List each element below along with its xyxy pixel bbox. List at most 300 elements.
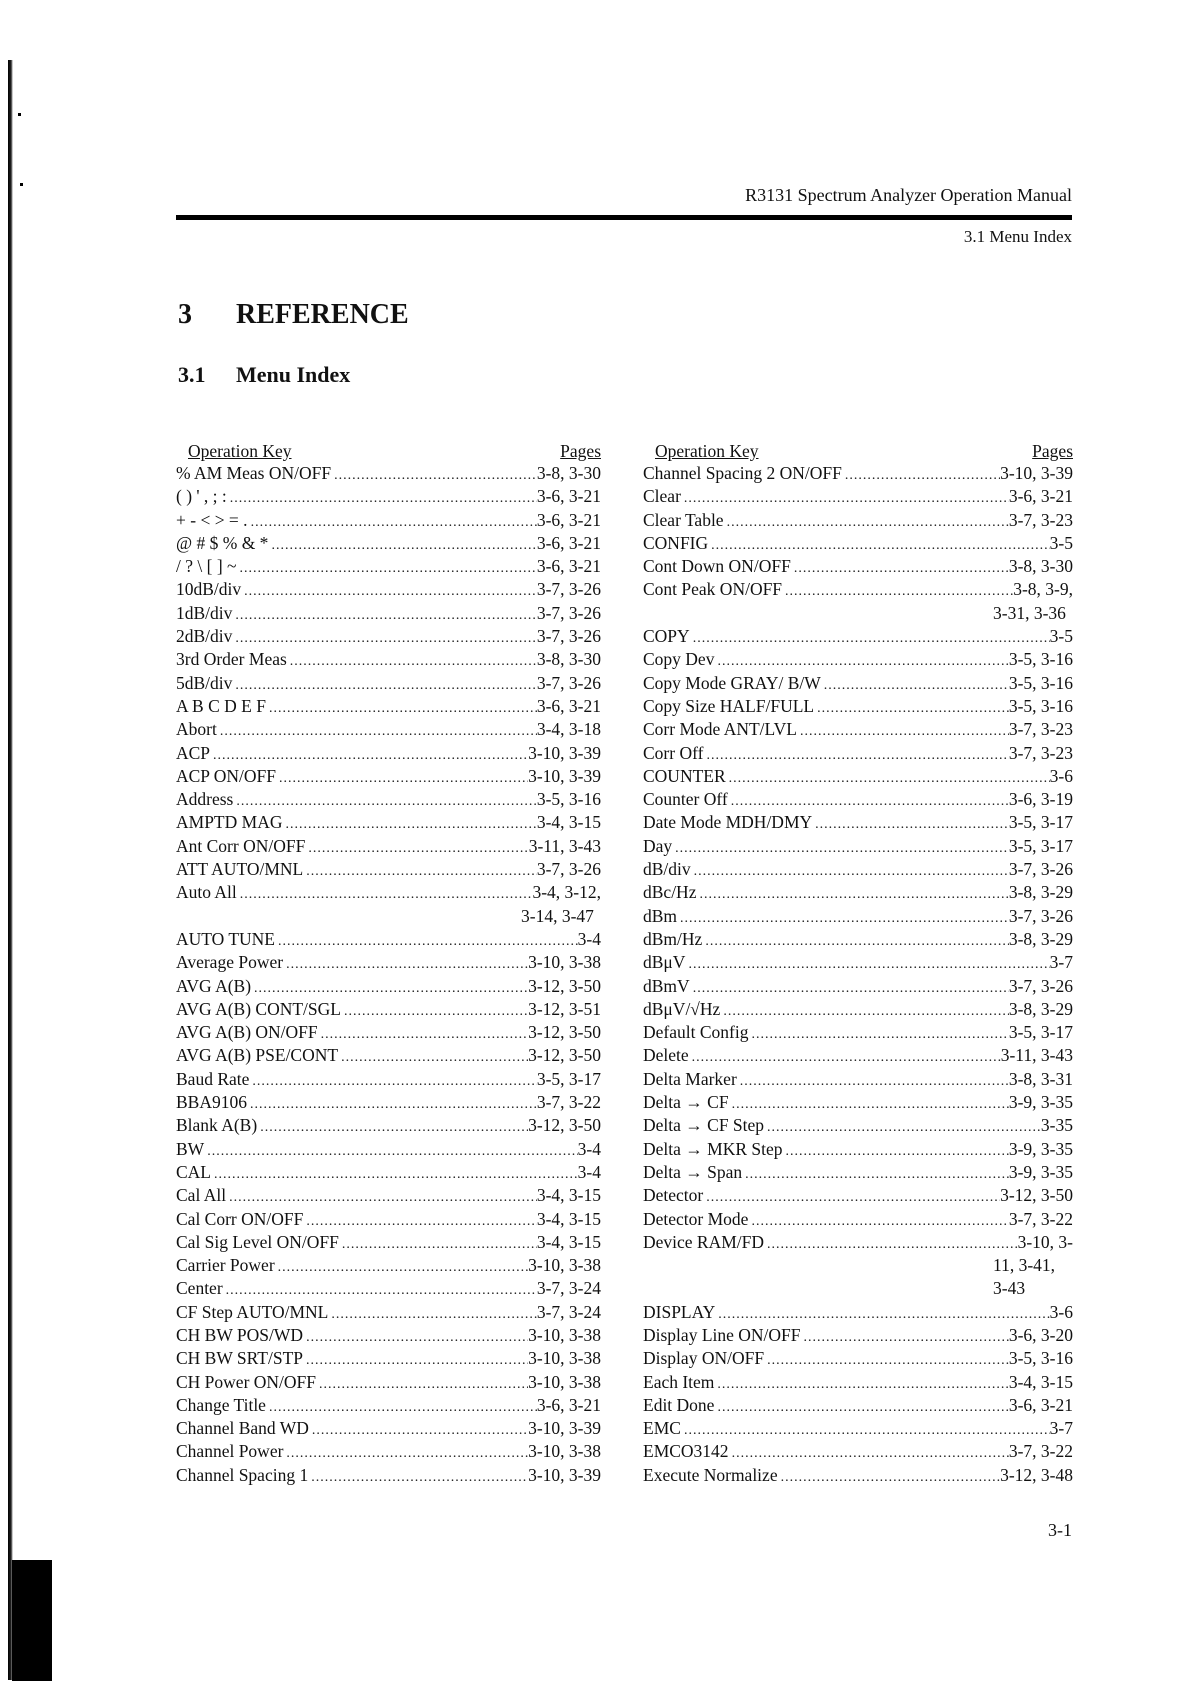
- page-reference: 3-8, 3-30: [536, 463, 601, 483]
- dot-leader: [688, 951, 1049, 976]
- page-reference: 3-7, 3-26: [536, 859, 601, 880]
- dot-leader: [751, 1021, 1008, 1046]
- page-reference: 3-7, 3-26: [1008, 975, 1073, 996]
- operation-key: + - < > = .: [176, 509, 248, 530]
- dot-leader: [767, 1231, 1018, 1256]
- dot-leader: [252, 1068, 536, 1093]
- index-entry: [643, 881, 1073, 904]
- operation-key: dBm/Hz: [643, 928, 703, 949]
- dot-leader: [260, 1114, 528, 1139]
- index-entry: [176, 975, 601, 998]
- page-reference: 3-7: [1049, 1418, 1073, 1439]
- dot-leader: [781, 1464, 1001, 1489]
- index-entry: [643, 1208, 1073, 1231]
- page-number: 3-1: [1048, 1520, 1072, 1540]
- dot-leader: [226, 1277, 537, 1302]
- page-reference: 3-6, 3-21: [536, 509, 601, 530]
- index-entry: [643, 835, 1073, 858]
- index-entry: [176, 1254, 601, 1277]
- page-reference: 3-6: [1049, 765, 1073, 786]
- section-reference: 3.1 Menu Index: [963, 227, 1072, 246]
- page-reference: 3-11, 3-43: [1000, 1045, 1073, 1066]
- operation-key: 2dB/div: [176, 626, 233, 647]
- column-header-pages: Pages: [560, 441, 601, 461]
- index-entry: [643, 858, 1073, 881]
- page-reference: 3-7, 3-26: [536, 602, 601, 623]
- index-entry: [643, 555, 1073, 578]
- operation-key: dBμV: [643, 952, 686, 973]
- page-reference: 3-4, 3-15: [536, 1185, 601, 1206]
- dot-leader: [214, 1161, 578, 1186]
- page-reference: 3-4, 3-15: [536, 812, 601, 833]
- index-entry: [176, 1161, 601, 1184]
- chapter-number: 3: [178, 299, 192, 330]
- column-header: [176, 440, 601, 462]
- page-reference: 3-7, 3-26: [1008, 859, 1073, 880]
- operation-key: Display ON/OFF: [643, 1348, 765, 1369]
- operation-key: ACP: [176, 742, 211, 763]
- index-entry: [176, 811, 601, 834]
- index-entry: [176, 1277, 601, 1300]
- operation-key: Channel Power: [176, 1441, 284, 1462]
- index-entry: [176, 718, 601, 741]
- page-reference: 3-7, 3-22: [536, 1092, 601, 1113]
- operation-key: Counter Off: [643, 789, 728, 810]
- dot-leader: [692, 1044, 1001, 1069]
- operation-key: % AM Meas ON/OFF: [176, 463, 332, 483]
- page-reference: 3-11, 3-43: [528, 835, 601, 856]
- scan-speck: [20, 183, 23, 186]
- index-entry: [176, 998, 601, 1021]
- operation-key: Change Title: [176, 1394, 266, 1415]
- page-reference: 3-7, 3-26: [1008, 905, 1073, 926]
- page-reference: 3-5: [1049, 532, 1073, 553]
- index-entry: [176, 1417, 601, 1440]
- operation-key: Copy Mode GRAY/ B/W: [643, 672, 821, 693]
- operation-key: dBμV/√Hz: [643, 998, 721, 1019]
- dot-leader: [331, 1301, 537, 1326]
- dot-leader: [306, 1347, 528, 1372]
- index-entry: [176, 742, 601, 765]
- dot-leader: [235, 602, 536, 627]
- page-reference: 3-5, 3-16: [1008, 1348, 1073, 1369]
- index-entry: [176, 858, 601, 881]
- operation-key: @ # $ % & *: [176, 532, 269, 553]
- index-entry: [176, 1440, 601, 1463]
- operation-key: 3rd Order Meas: [176, 649, 287, 670]
- operation-key: AVG A(B): [176, 975, 252, 996]
- page-reference: 3-12, 3-50: [528, 1022, 601, 1043]
- index-entry: [176, 1138, 601, 1161]
- dot-leader: [236, 788, 536, 813]
- operation-key: BBA9106: [176, 1092, 247, 1113]
- section-number: 3.1: [178, 362, 206, 387]
- operation-key: CH BW SRT/STP: [176, 1348, 303, 1369]
- dot-leader: [235, 672, 536, 697]
- operation-key: Cont Down ON/OFF: [643, 556, 791, 577]
- dot-leader: [815, 811, 1009, 836]
- index-entry: [176, 1068, 601, 1091]
- operation-key: AUTO TUNE: [176, 928, 276, 949]
- operation-key: COUNTER: [643, 765, 726, 786]
- page-reference: 3-6: [1049, 1301, 1073, 1322]
- page-reference: 3-9, 3-35: [1008, 1138, 1073, 1159]
- page-reference: 3-6, 3-21: [536, 1394, 601, 1415]
- page-reference: 3-8, 3-29: [1008, 998, 1073, 1019]
- section-title: Menu Index: [236, 362, 351, 387]
- chapter-heading: [178, 299, 409, 331]
- page-reference: 3-8, 3-29: [1008, 882, 1073, 903]
- column-header-key: Operation Key: [188, 441, 292, 461]
- operation-key: Detector: [643, 1185, 704, 1206]
- page-reference: 3-4, 3-18: [536, 719, 601, 740]
- dot-leader: [207, 1138, 577, 1163]
- index-entry: [176, 1184, 601, 1207]
- page-reference: 3-4: [577, 1161, 601, 1182]
- dot-leader: [306, 1324, 528, 1349]
- operation-key: Cal Sig Level ON/OFF: [176, 1231, 339, 1252]
- page-reference: 3-7, 3-23: [1008, 509, 1073, 530]
- dot-leader: [817, 695, 1009, 720]
- dot-leader: [311, 1464, 528, 1489]
- page-reference: 3-5, 3-16: [1008, 649, 1073, 670]
- dot-leader: [250, 1091, 537, 1116]
- index-entry: [643, 928, 1073, 951]
- page-reference: 3-6, 3-21: [1008, 486, 1073, 507]
- index-entry: [176, 578, 601, 601]
- index-entry: [176, 1324, 601, 1347]
- dot-leader: [723, 998, 1009, 1023]
- index-entry: [643, 1464, 1073, 1487]
- dot-leader: [334, 462, 537, 487]
- dot-leader: [229, 1184, 537, 1209]
- dot-leader: [235, 625, 536, 650]
- index-entry: [176, 555, 601, 578]
- dot-leader: [306, 1208, 536, 1233]
- dot-leader: [286, 951, 528, 976]
- index-entry: [643, 718, 1073, 741]
- dot-leader: [800, 718, 1009, 743]
- dot-leader: [279, 765, 528, 790]
- page-reference: 3-8, 3-9,: [1013, 579, 1073, 600]
- manual-title: R3131 Spectrum Analyzer Operation Manual: [745, 185, 1072, 205]
- index-entry: [176, 788, 601, 811]
- dot-leader: [717, 1371, 1008, 1396]
- index-entry: [643, 578, 1073, 601]
- page-reference: 3-7, 3-24: [536, 1278, 601, 1299]
- index-entry: [643, 1277, 1073, 1300]
- operation-key: DISPLAY: [643, 1301, 716, 1322]
- operation-key: Default Config: [643, 1022, 749, 1043]
- index-entry: [176, 695, 601, 718]
- dot-leader: [693, 975, 1009, 1000]
- page-reference: 3-5, 3-16: [1008, 695, 1073, 716]
- operation-key: 5dB/div: [176, 672, 233, 693]
- operation-key: Display Line ON/OFF: [643, 1324, 801, 1345]
- dot-leader: [269, 695, 537, 720]
- index-entry: [643, 1417, 1073, 1440]
- dot-leader: [711, 532, 1050, 557]
- index-entry: [176, 1394, 601, 1417]
- dot-leader: [824, 672, 1009, 697]
- operation-key: Date Mode MDH/DMY: [643, 812, 813, 833]
- dot-leader: [684, 1417, 1050, 1442]
- operation-key: Delta → CF: [643, 1092, 729, 1113]
- page-reference: 3-10, 3-39: [528, 1418, 601, 1439]
- dot-leader: [220, 718, 537, 743]
- index-entry: [176, 462, 601, 485]
- page-reference: 3-6, 3-21: [1008, 1394, 1073, 1415]
- dot-leader: [230, 485, 537, 510]
- dot-leader: [751, 1208, 1008, 1233]
- dot-leader: [727, 509, 1009, 534]
- operation-key: ACP ON/OFF: [176, 765, 277, 786]
- operation-key: CH BW POS/WD: [176, 1324, 304, 1345]
- page-reference: 3-8, 3-30: [536, 649, 601, 670]
- dot-leader: [786, 1138, 1009, 1163]
- index-entry: [176, 672, 601, 695]
- dot-leader: [312, 1417, 528, 1442]
- page-reference: 3-35: [1040, 1115, 1073, 1136]
- dot-leader: [732, 1440, 1009, 1465]
- operation-key: Cal All: [176, 1185, 227, 1206]
- operation-key: Execute Normalize: [643, 1464, 778, 1485]
- operation-key: Cont Peak ON/OFF: [643, 579, 783, 600]
- operation-key: ATT AUTO/MNL: [176, 859, 304, 880]
- dot-leader: [269, 1394, 537, 1419]
- index-entry: [176, 532, 601, 555]
- dot-leader: [732, 1091, 1009, 1116]
- index-entry: [176, 1091, 601, 1114]
- index-entry: [643, 1068, 1073, 1091]
- operation-key: ( ) ' , ; :: [176, 486, 227, 507]
- operation-key: dBm: [643, 905, 678, 926]
- operation-key: EMC: [643, 1418, 681, 1439]
- operation-key: Delete: [643, 1045, 689, 1066]
- page-reference: 3-12, 3-51: [528, 998, 601, 1019]
- operation-key: Clear Table: [643, 509, 724, 530]
- index-entry: [643, 1184, 1073, 1207]
- index-entry: [176, 509, 601, 532]
- index-entry: [176, 648, 601, 671]
- index-entry: [643, 1254, 1073, 1277]
- index-entry: [643, 1138, 1073, 1161]
- operation-key: 10dB/div: [176, 579, 242, 600]
- index-entry: [643, 462, 1073, 485]
- operation-key: Delta → MKR Step: [643, 1138, 783, 1159]
- page-reference: 3-8, 3-31: [1008, 1068, 1073, 1089]
- index-entry: [643, 788, 1073, 811]
- index-entry: [643, 1161, 1073, 1184]
- operation-key: Center: [176, 1278, 223, 1299]
- page-reference: 3-9, 3-35: [1008, 1092, 1073, 1113]
- dot-leader: [729, 765, 1050, 790]
- operation-key: Copy Size HALF/FULL: [643, 695, 815, 716]
- index-entry: [643, 1091, 1073, 1114]
- column-header-key: Operation Key: [655, 441, 759, 461]
- page-reference: 3-10, 3-39: [528, 1464, 601, 1485]
- operation-key: Address: [176, 789, 234, 810]
- dot-leader: [731, 788, 1009, 813]
- operation-key: Corr Off: [643, 742, 704, 763]
- page-reference: 3-10, 3-38: [528, 952, 601, 973]
- operation-key: AMPTD MAG: [176, 812, 283, 833]
- index-entry: [643, 672, 1073, 695]
- dot-leader: [285, 811, 536, 836]
- page-reference: 3-10, 3-39: [1000, 463, 1073, 483]
- dot-leader: [319, 1371, 528, 1396]
- index-entry: [176, 1301, 601, 1324]
- column-header: [643, 440, 1073, 462]
- page-reference: 3-4, 3-15: [536, 1231, 601, 1252]
- page-reference: 3-6, 3-21: [536, 486, 601, 507]
- page-reference: 3-6, 3-21: [536, 532, 601, 553]
- index-entry: [643, 998, 1073, 1021]
- dot-leader: [308, 835, 528, 860]
- dot-leader: [794, 555, 1009, 580]
- operation-key: CH Power ON/OFF: [176, 1371, 317, 1392]
- dot-leader: [240, 881, 533, 906]
- index-entry: [176, 1114, 601, 1137]
- operation-key: EMCO3142: [643, 1441, 729, 1462]
- index-entry: [643, 1324, 1073, 1347]
- page-reference: 3-10, 3-38: [528, 1441, 601, 1462]
- page-reference: 3-7, 3-22: [1008, 1441, 1073, 1462]
- operation-key: dB/div: [643, 859, 691, 880]
- index-entry: [643, 509, 1073, 532]
- operation-key: Channel Spacing 1: [176, 1464, 309, 1485]
- index-entry: [643, 625, 1073, 648]
- page-reference: 3-7: [1049, 952, 1073, 973]
- operation-key: AVG A(B) CONT/SGL: [176, 998, 341, 1019]
- page-reference: 3-5, 3-17: [1008, 835, 1073, 856]
- dot-leader: [341, 1044, 528, 1069]
- index-entry: [176, 602, 601, 625]
- page-reference: 3-7, 3-26: [536, 579, 601, 600]
- page-reference: 3-5, 3-16: [1008, 672, 1073, 693]
- operation-key: Carrier Power: [176, 1255, 275, 1276]
- operation-key: / ? \ [ ] ~: [176, 556, 237, 577]
- page-reference: 3-4, 3-12,: [532, 882, 601, 903]
- operation-key: Blank A(B): [176, 1115, 258, 1136]
- operation-key: Channel Band WD: [176, 1418, 309, 1439]
- operation-key: Delta → Span: [643, 1161, 743, 1182]
- page-reference: 3-10, 3-39: [528, 765, 601, 786]
- operation-key: A B C D E F: [176, 695, 266, 716]
- dot-leader: [251, 509, 537, 534]
- page-reference: 3-7, 3-23: [1008, 742, 1073, 763]
- dot-leader: [740, 1068, 1009, 1093]
- dot-leader: [278, 928, 578, 953]
- dot-leader: [705, 928, 1009, 953]
- dot-leader: [693, 625, 1050, 650]
- dot-leader: [342, 1231, 537, 1256]
- index-entry: [176, 951, 601, 974]
- operation-key: CONFIG: [643, 532, 709, 553]
- index-entry: [643, 1371, 1073, 1394]
- section-heading: [178, 362, 350, 388]
- index-column-left: [176, 440, 601, 1487]
- index-entry: [176, 1371, 601, 1394]
- operation-key: CF Step AUTO/MNL: [176, 1301, 329, 1322]
- running-header: [745, 185, 1072, 206]
- index-entry: [643, 765, 1073, 788]
- dot-leader: [684, 485, 1009, 510]
- page-reference: 3-7, 3-22: [1008, 1208, 1073, 1229]
- page-reference: 3-12, 3-50: [528, 1045, 601, 1066]
- operation-key: Edit Done: [643, 1394, 715, 1415]
- dot-leader: [244, 578, 537, 603]
- page-reference: 3-10, 3-38: [528, 1324, 601, 1345]
- index-entry: [176, 1464, 601, 1487]
- column-header-pages: Pages: [1032, 441, 1073, 461]
- operation-key: dBmV: [643, 975, 690, 996]
- operation-key: Ant Corr ON/OFF: [176, 835, 306, 856]
- header-rule: [176, 215, 1072, 220]
- page-reference: 3-5, 3-17: [1008, 812, 1073, 833]
- operation-key: Corr Mode ANT/LVL: [643, 719, 797, 740]
- operation-key: Channel Spacing 2 ON/OFF: [643, 463, 842, 483]
- page-reference: 3-4, 3-15: [1008, 1371, 1073, 1392]
- index-entry: [643, 1231, 1073, 1254]
- dot-leader: [706, 742, 1008, 767]
- operation-key: Cal Corr ON/OFF: [176, 1208, 304, 1229]
- page-reference: 3-5, 3-17: [1008, 1022, 1073, 1043]
- dot-leader: [321, 1021, 528, 1046]
- index-entry: [176, 1231, 601, 1254]
- dot-leader: [845, 462, 1000, 487]
- dot-leader: [254, 975, 528, 1000]
- page-reference: 3-6, 3-19: [1008, 789, 1073, 810]
- operation-key: Device RAM/FD: [643, 1231, 765, 1252]
- index-entry: [176, 1044, 601, 1067]
- page-reference: 3-10, 3-38: [528, 1255, 601, 1276]
- operation-key: Clear: [643, 486, 681, 507]
- page-reference: 3-10, 3-38: [528, 1371, 601, 1392]
- page-reference: 3-6, 3-21: [536, 556, 601, 577]
- dot-leader: [271, 532, 536, 557]
- dot-leader: [290, 648, 537, 673]
- dot-leader: [278, 1254, 528, 1279]
- index-entry: [643, 742, 1073, 765]
- index-entry: [176, 625, 601, 648]
- operation-key: Delta Marker: [643, 1068, 737, 1089]
- page-reference: 3-8, 3-29: [1008, 928, 1073, 949]
- page-reference: 3-7, 3-26: [536, 626, 601, 647]
- dot-leader: [767, 1114, 1041, 1139]
- index-entry: [176, 905, 601, 928]
- page-reference: 3-4: [577, 1138, 601, 1159]
- index-entry: [643, 811, 1073, 834]
- operation-key: Copy Dev: [643, 649, 715, 670]
- index-entry: [176, 835, 601, 858]
- index-entry: [643, 1021, 1073, 1044]
- page-reference: 3-8, 3-30: [1008, 556, 1073, 577]
- dot-leader: [717, 648, 1008, 673]
- index-entry: [643, 951, 1073, 974]
- page-reference: 3-6, 3-21: [536, 695, 601, 716]
- operation-key: COPY: [643, 626, 690, 647]
- page-reference: 3-12, 3-50: [528, 975, 601, 996]
- index-entry: [643, 975, 1073, 998]
- operation-key: Average Power: [176, 952, 284, 973]
- page-reference: 11, 3-41,: [993, 1255, 1056, 1276]
- dot-leader: [680, 905, 1009, 930]
- index-entry: [643, 1394, 1073, 1417]
- dot-leader: [344, 998, 528, 1023]
- page-reference: 3-5: [1049, 626, 1073, 647]
- index-entry: [176, 485, 601, 508]
